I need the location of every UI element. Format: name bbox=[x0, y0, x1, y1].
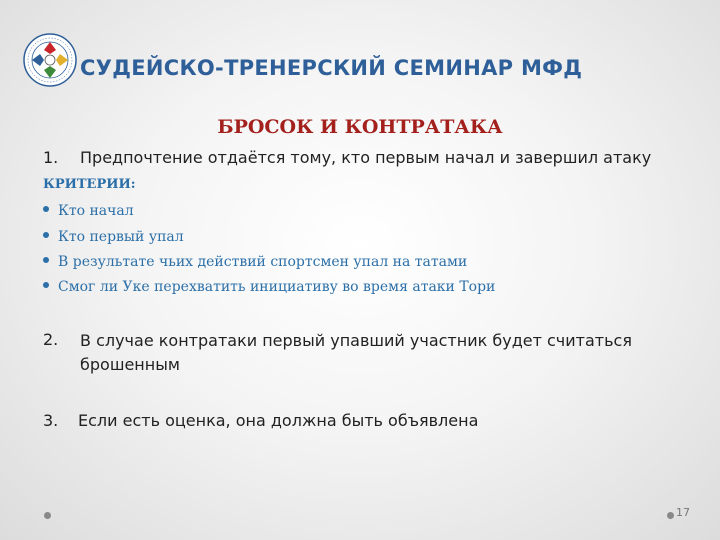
slide-subtitle: БРОСОК И КОНТРАТАКА bbox=[217, 116, 503, 138]
list-item-3 bbox=[43, 410, 683, 432]
judo-federation-logo-icon bbox=[23, 33, 77, 87]
list-item-2 bbox=[43, 329, 643, 377]
page-number: 17 bbox=[676, 506, 690, 519]
bullet-text: Кто первый упал bbox=[58, 229, 184, 245]
slide-title: СУДЕЙСКО-ТРЕНЕРСКИЙ СЕМИНАР МФД bbox=[80, 56, 583, 80]
bullet-icon bbox=[43, 257, 49, 263]
list-item-1 bbox=[43, 147, 683, 169]
list-item-number: 2. bbox=[43, 330, 59, 349]
bullet-icon bbox=[43, 282, 49, 288]
bullet-icon bbox=[43, 206, 49, 212]
criteria-bullet bbox=[43, 202, 134, 220]
list-item-text: Если есть оценка, она должна быть объявлена bbox=[78, 411, 479, 430]
bullet-icon bbox=[43, 232, 49, 238]
list-item-number: 1. bbox=[43, 148, 59, 167]
bullet-text: В результате чьих действий спортсмен упал на татами bbox=[58, 254, 468, 270]
footer-dot-icon bbox=[44, 512, 51, 519]
criteria-bullet bbox=[43, 253, 467, 271]
list-item-number: 3. bbox=[43, 411, 59, 430]
list-item-text: В случае контратаки первый упавший участник будет считаться брошенным bbox=[80, 331, 632, 374]
criteria-bullet bbox=[43, 228, 184, 246]
bullet-text: Смог ли Уке перехватить инициативу во время атаки Тори bbox=[58, 279, 496, 295]
bullet-text: Кто начал bbox=[58, 203, 134, 219]
criteria-bullet bbox=[43, 278, 495, 296]
list-item-text: Предпочтение отдаётся тому, кто первым начал и завершил атаку bbox=[80, 148, 652, 167]
criteria-heading: КРИТЕРИИ: bbox=[43, 177, 136, 192]
footer-dot-icon bbox=[667, 512, 674, 519]
